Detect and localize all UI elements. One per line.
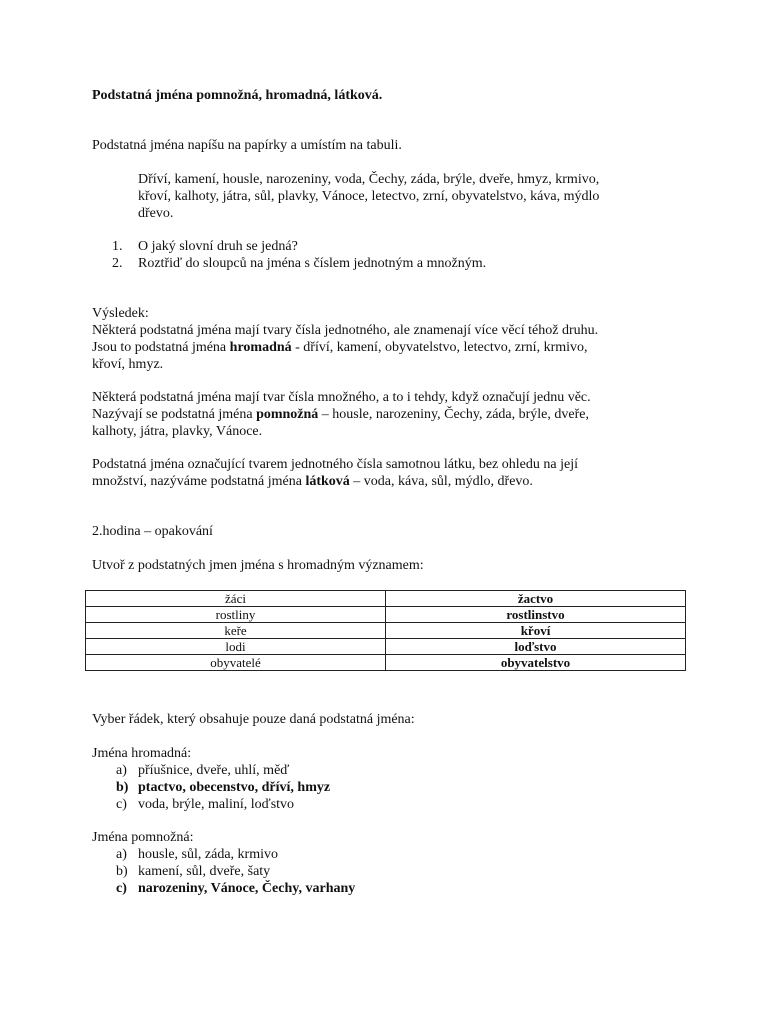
list-item: b) ptactvo, obecenstvo, dříví, hmyz xyxy=(116,780,331,795)
question-list xyxy=(112,238,486,272)
list-item: c) voda, brýle, maliní, loďstvo xyxy=(116,797,295,812)
question-number: 2. xyxy=(112,256,123,271)
table-row xyxy=(86,623,686,639)
result-text: Jsou to podstatná jména hromadná - dříví, kamení, obyvatelstvo, letectvo, zrní, krmivo, xyxy=(92,340,588,355)
word-list xyxy=(138,171,698,222)
table-row xyxy=(86,591,686,607)
result-heading: Výsledek: xyxy=(92,306,149,321)
table-row xyxy=(86,607,686,623)
question-item xyxy=(112,255,486,272)
table-cell: rostliny xyxy=(86,607,386,623)
document-title: Podstatná jména pomnožná, hromadná, látková. xyxy=(92,88,383,103)
question-item xyxy=(112,238,486,255)
question-text: O jaký slovní druh se jedná? xyxy=(138,239,298,254)
group-heading: Jména hromadná: xyxy=(92,746,192,761)
list-item: b) kamení, sůl, dveře, šaty xyxy=(116,864,271,879)
list-item: a) příušnice, dveře, uhlí, měď xyxy=(116,763,290,778)
result-text: Některá podstatná jména mají tvar čísla množného, a to i tehdy, když označují jednu věc. xyxy=(92,390,591,405)
question-text: Roztřiď do sloupců na jména s číslem jednotným a množným. xyxy=(138,256,487,271)
result-text: kalhoty, játra, plavky, Vánoce. xyxy=(92,424,263,439)
question-number: 1. xyxy=(112,239,123,254)
result-section xyxy=(92,305,682,373)
result-text: Nazývají se podstatná jména pomnožná – housle, narozeniny, Čechy, záda, brýle, dveře, xyxy=(92,407,589,422)
list-item: c) narozeniny, Vánoce, Čechy, varhany xyxy=(116,881,356,896)
list-item: a) housle, sůl, záda, krmivo xyxy=(116,847,278,862)
group-heading: Jména pomnožná: xyxy=(92,830,194,845)
table-cell: křoví xyxy=(386,623,686,639)
result-text: množství, nazýváme podstatná jména látková – voda, káva, sůl, mýdlo, dřevo. xyxy=(92,474,533,489)
term-latkova: látková xyxy=(305,474,350,489)
term-hromadna: hromadná xyxy=(229,340,292,355)
result-text: křoví, hmyz. xyxy=(92,357,164,372)
table-row xyxy=(86,639,686,655)
task-text: Utvoř z podstatných jmen jména s hromadným významem: xyxy=(92,558,424,573)
table-cell: keře xyxy=(86,623,386,639)
result-paragraph-2 xyxy=(92,389,682,440)
word-line: dřevo. xyxy=(138,206,174,221)
table-cell: loďstvo xyxy=(386,639,686,655)
result-paragraph-3 xyxy=(92,456,682,490)
result-text: Podstatná jména označující tvarem jednotného čísla samotnou látku, bez ohledu na její xyxy=(92,457,578,472)
table-row xyxy=(86,655,686,671)
table-cell: obyvatelé xyxy=(86,655,386,671)
table-cell: rostlinstvo xyxy=(386,607,686,623)
table-cell: obyvatelstvo xyxy=(386,655,686,671)
table-cell: žactvo xyxy=(386,591,686,607)
table-cell: lodi xyxy=(86,639,386,655)
lesson-heading: 2.hodina – opakování xyxy=(92,524,213,539)
option-list xyxy=(116,762,330,813)
choose-instruction: Vyber řádek, který obsahuje pouze daná podstatná jména: xyxy=(92,712,415,727)
table-cell: žáci xyxy=(86,591,386,607)
result-text: Některá podstatná jména mají tvary čísla jednotného, ale znamenají více věcí téhož druhu. xyxy=(92,323,599,338)
term-pomnozna: pomnožná xyxy=(256,407,319,422)
intro-text: Podstatná jména napíšu na papírky a umístím na tabuli. xyxy=(92,138,402,153)
word-line: křoví, kalhoty, játra, sůl, plavky, Vánoce, letectvo, zrní, obyvatelstvo, káva, mýdlo xyxy=(138,189,600,204)
collective-nouns-table xyxy=(85,590,686,671)
option-list xyxy=(116,846,355,897)
word-line: Dříví, kamení, housle, narozeniny, voda, Čechy, záda, brýle, dveře, hmyz, krmivo, xyxy=(138,172,600,187)
